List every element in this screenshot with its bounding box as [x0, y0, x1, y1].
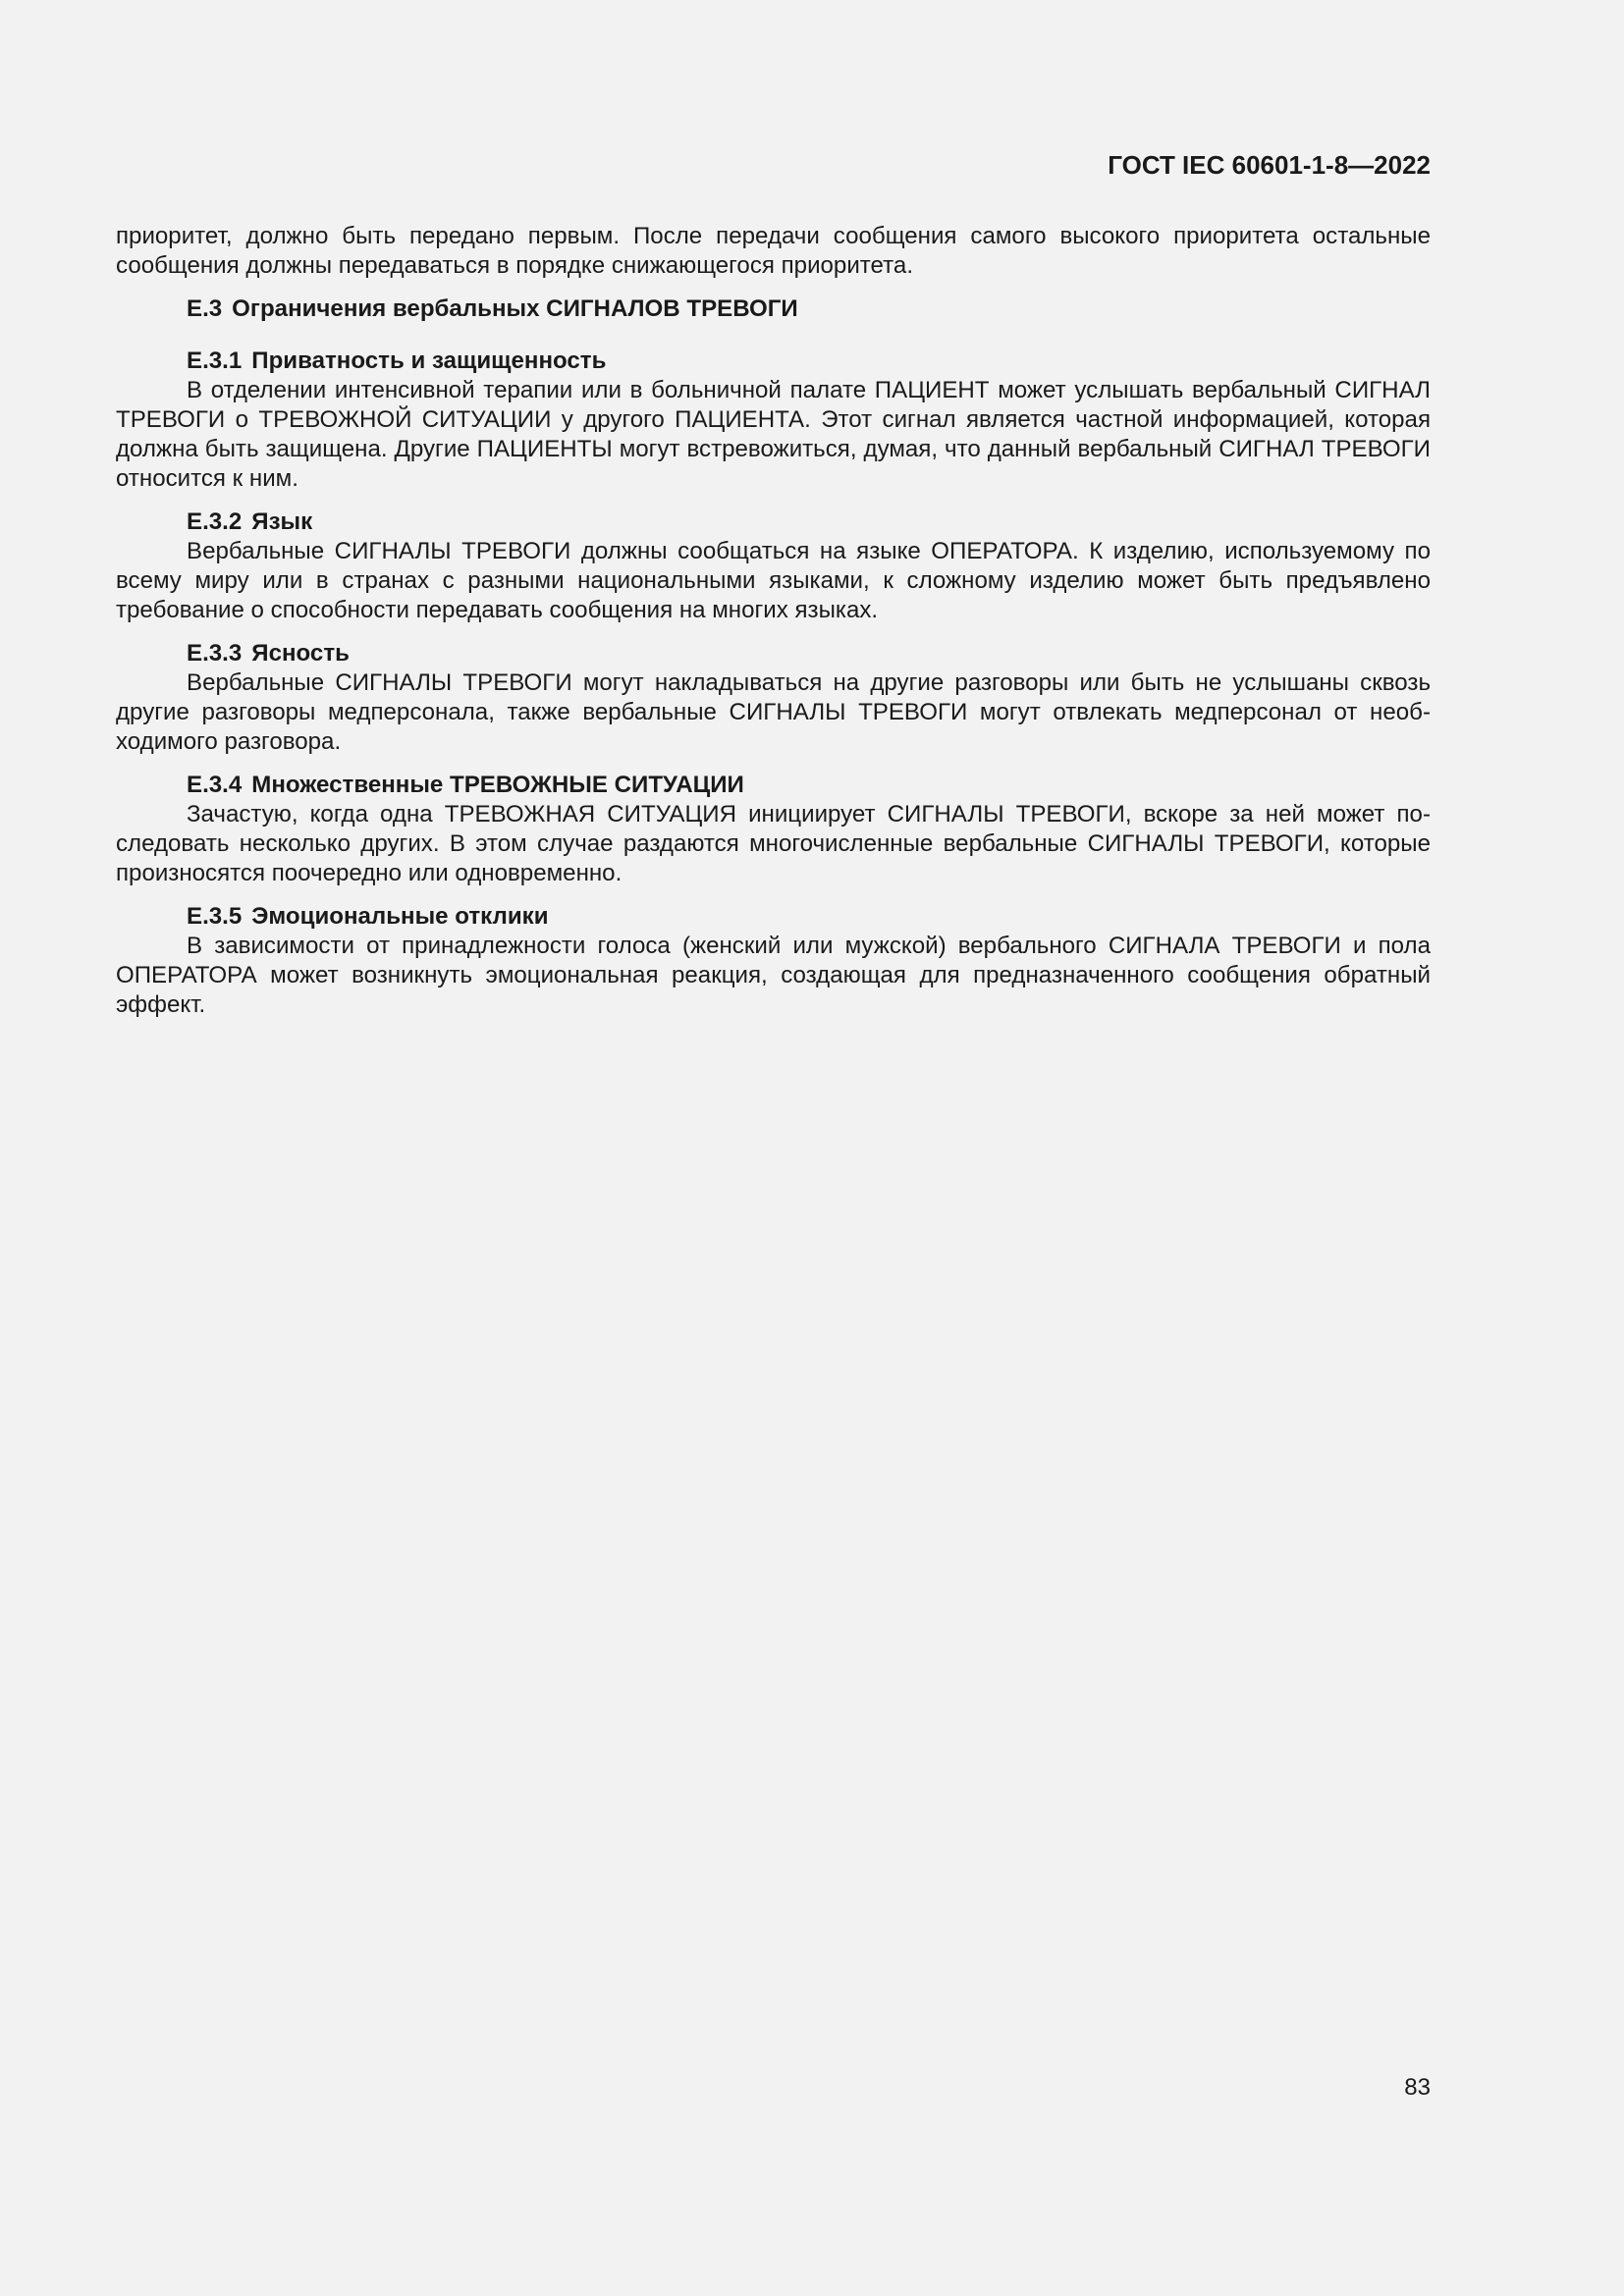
- section-heading-e3: [116, 294, 1431, 324]
- subsection-paragraph: Вербальные СИГНАЛЫ ТРЕВОГИ могут накладываться на другие разговоры или быть не услышаны сквозь другие разговоры медперсонала, также вербальные СИГНАЛЫ ТРЕВОГИ могут отвлекать медперсонал от необходимого разговора.: [116, 669, 1431, 755]
- subsection-heading: [116, 507, 1431, 537]
- subsection-paragraph: Зачастую, когда одна ТРЕВОЖНАЯ СИТУАЦИЯ инициирует СИГНАЛЫ ТРЕВОГИ, вскоре за ней может последовать несколько других. В этом случае раздаются многочисленные вербальные СИГНАЛЫ ТРЕВОГИ, которые произносятся поочередно или одновременно.: [116, 801, 1431, 886]
- subsection-e3-5: [116, 902, 1431, 1020]
- section-number: Е.3: [187, 295, 223, 322]
- subsection-title: Приватность и защищенность: [251, 347, 607, 374]
- subsection-number: Е.3.1: [187, 347, 243, 374]
- subsection-title: Язык: [251, 508, 313, 535]
- section-title: Ограничения вербальных СИГНАЛОВ ТРЕВОГИ: [232, 295, 798, 322]
- subsection-e3-2: [116, 507, 1431, 625]
- subsection-number: Е.3.3: [187, 640, 243, 667]
- subsection-number: Е.3.4: [187, 772, 243, 798]
- subsection-e3-3: [116, 639, 1431, 757]
- subsection-heading: [116, 771, 1431, 800]
- subsection-number: Е.3.5: [187, 903, 243, 930]
- subsection-heading: [116, 347, 1431, 376]
- subsection-paragraph: В зависимости от принадлежности голоса (женский или мужской) вербального СИГНАЛА ТРЕВОГИ и пола ОПЕРАТОРА может возникнуть эмоциональная реакция, создающая для предназначенного сообщения обратный эффект.: [116, 933, 1431, 1018]
- subsection-paragraph: Вербальные СИГНАЛЫ ТРЕВОГИ должны сообщаться на языке ОПЕРАТОРА. К изделию, используемому по всему миру или в странах с разными национальными языками, к сложному изделию может быть предъявлено требование о способности передавать сообщения на многих языках.: [116, 538, 1431, 623]
- subsection-title: Множественные ТРЕВОЖНЫЕ СИТУАЦИИ: [251, 772, 744, 798]
- subsection-heading: [116, 902, 1431, 932]
- document-header-standard-id: ГОСТ IEC 60601-1-8—2022: [1108, 150, 1431, 180]
- subsection-e3-1: [116, 347, 1431, 494]
- subsection-number: Е.3.2: [187, 508, 243, 535]
- subsection-heading: [116, 639, 1431, 668]
- intro-paragraph: приоритет, должно быть передано первым. После передачи сообщения самого высокого приоритета остальные сообщения должны передаваться в порядке снижающегося приоритета.: [116, 223, 1431, 279]
- subsection-paragraph: В отделении интенсивной терапии или в больничной палате ПАЦИЕНТ может услышать вербальный СИГНАЛ ТРЕВОГИ о ТРЕВОЖНОЙ СИТУАЦИИ у другого ПАЦИЕНТА. Этот сигнал является частной информацией, которая должна быть защищена. Другие ПАЦИЕНТЫ могут встревожиться, думая, что данный вербальный СИГНАЛ ТРЕВОГИ относится к ним.: [116, 377, 1431, 492]
- subsection-title: Эмоциональные отклики: [251, 903, 549, 930]
- subsection-e3-4: [116, 771, 1431, 888]
- document-body: [116, 222, 1431, 1020]
- page-number: 83: [1404, 2074, 1431, 2101]
- subsection-title: Ясность: [251, 640, 350, 667]
